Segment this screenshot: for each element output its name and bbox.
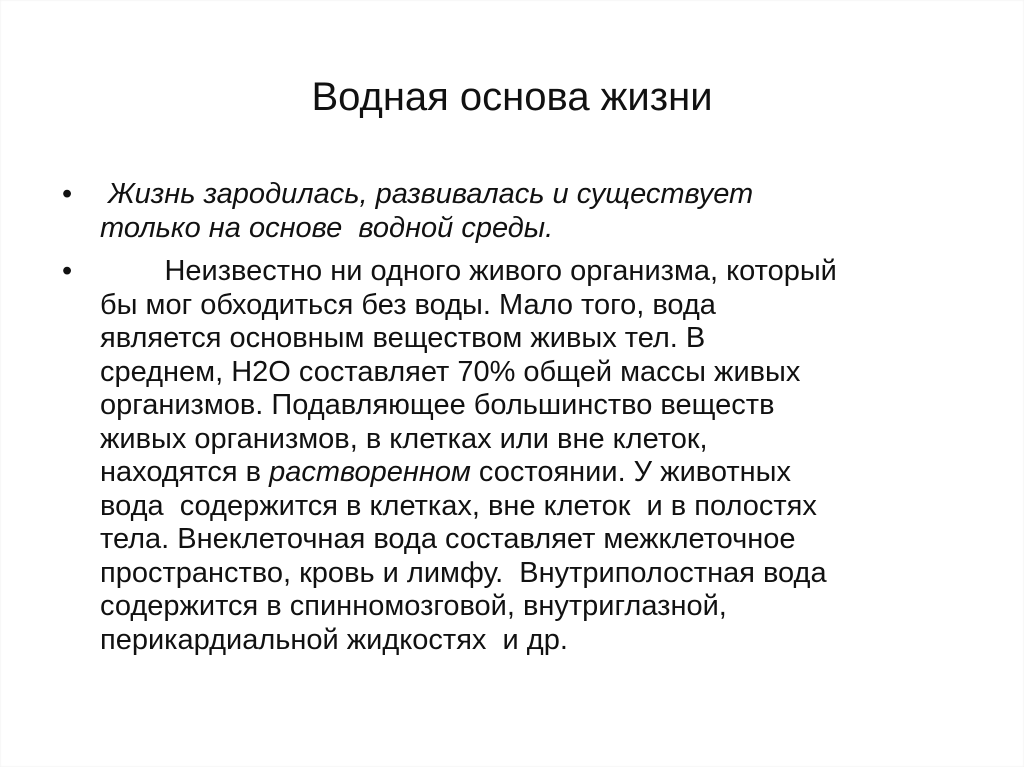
bullet-2-line-3: является основным веществом живых тел. В (100, 322, 706, 354)
bullet-2-line-1: Неизвестно ни одного живого организма, который (100, 255, 837, 287)
bullet-item-1 (62, 178, 962, 245)
bullet-2-line-8: вода содержится в клетках, вне клеток и в полостях (100, 489, 817, 522)
bullet-2-line-11: содержится в спинномозговой, внутриглазной, (100, 590, 727, 622)
bullet-item-2 (62, 255, 962, 657)
bullet-1-line-1: Жизнь зародилась, развивалась и существует (100, 178, 754, 210)
line-7-text-before: находятся в (100, 456, 270, 488)
italic-word-dissolved: растворенном (269, 456, 471, 488)
line-7-text-after: состоянии. У животных (470, 456, 791, 488)
bullet-marker: • (62, 255, 73, 287)
slide-body (62, 178, 962, 657)
bullet-2-line-9: тела. Внеклеточная вода составляет межклеточное (100, 523, 796, 555)
bullet-marker: • (62, 178, 73, 210)
bullet-1-line-2: только на основе водной среды. (100, 211, 554, 244)
slide-title: Водная основа жизни (311, 75, 713, 119)
bullet-2-line-6: живых организмов, в клетках или вне клеток, (100, 422, 708, 455)
bullet-2-line-5: организмов. Подавляющее большинство веществ (100, 389, 775, 421)
bullet-2-line-7 (100, 456, 962, 490)
bullet-2-line-10: пространство, кровь и лимфу. Внутриполостная вода (100, 556, 827, 589)
bullet-2-line-12: перикардиальной жидкостях и др. (100, 623, 568, 656)
bullet-2-line-4: среднем, Н2О составляет 70% общей массы живых (100, 355, 801, 388)
bullet-2-line-2: бы мог обходиться без воды. Мало того, вода (100, 288, 716, 321)
